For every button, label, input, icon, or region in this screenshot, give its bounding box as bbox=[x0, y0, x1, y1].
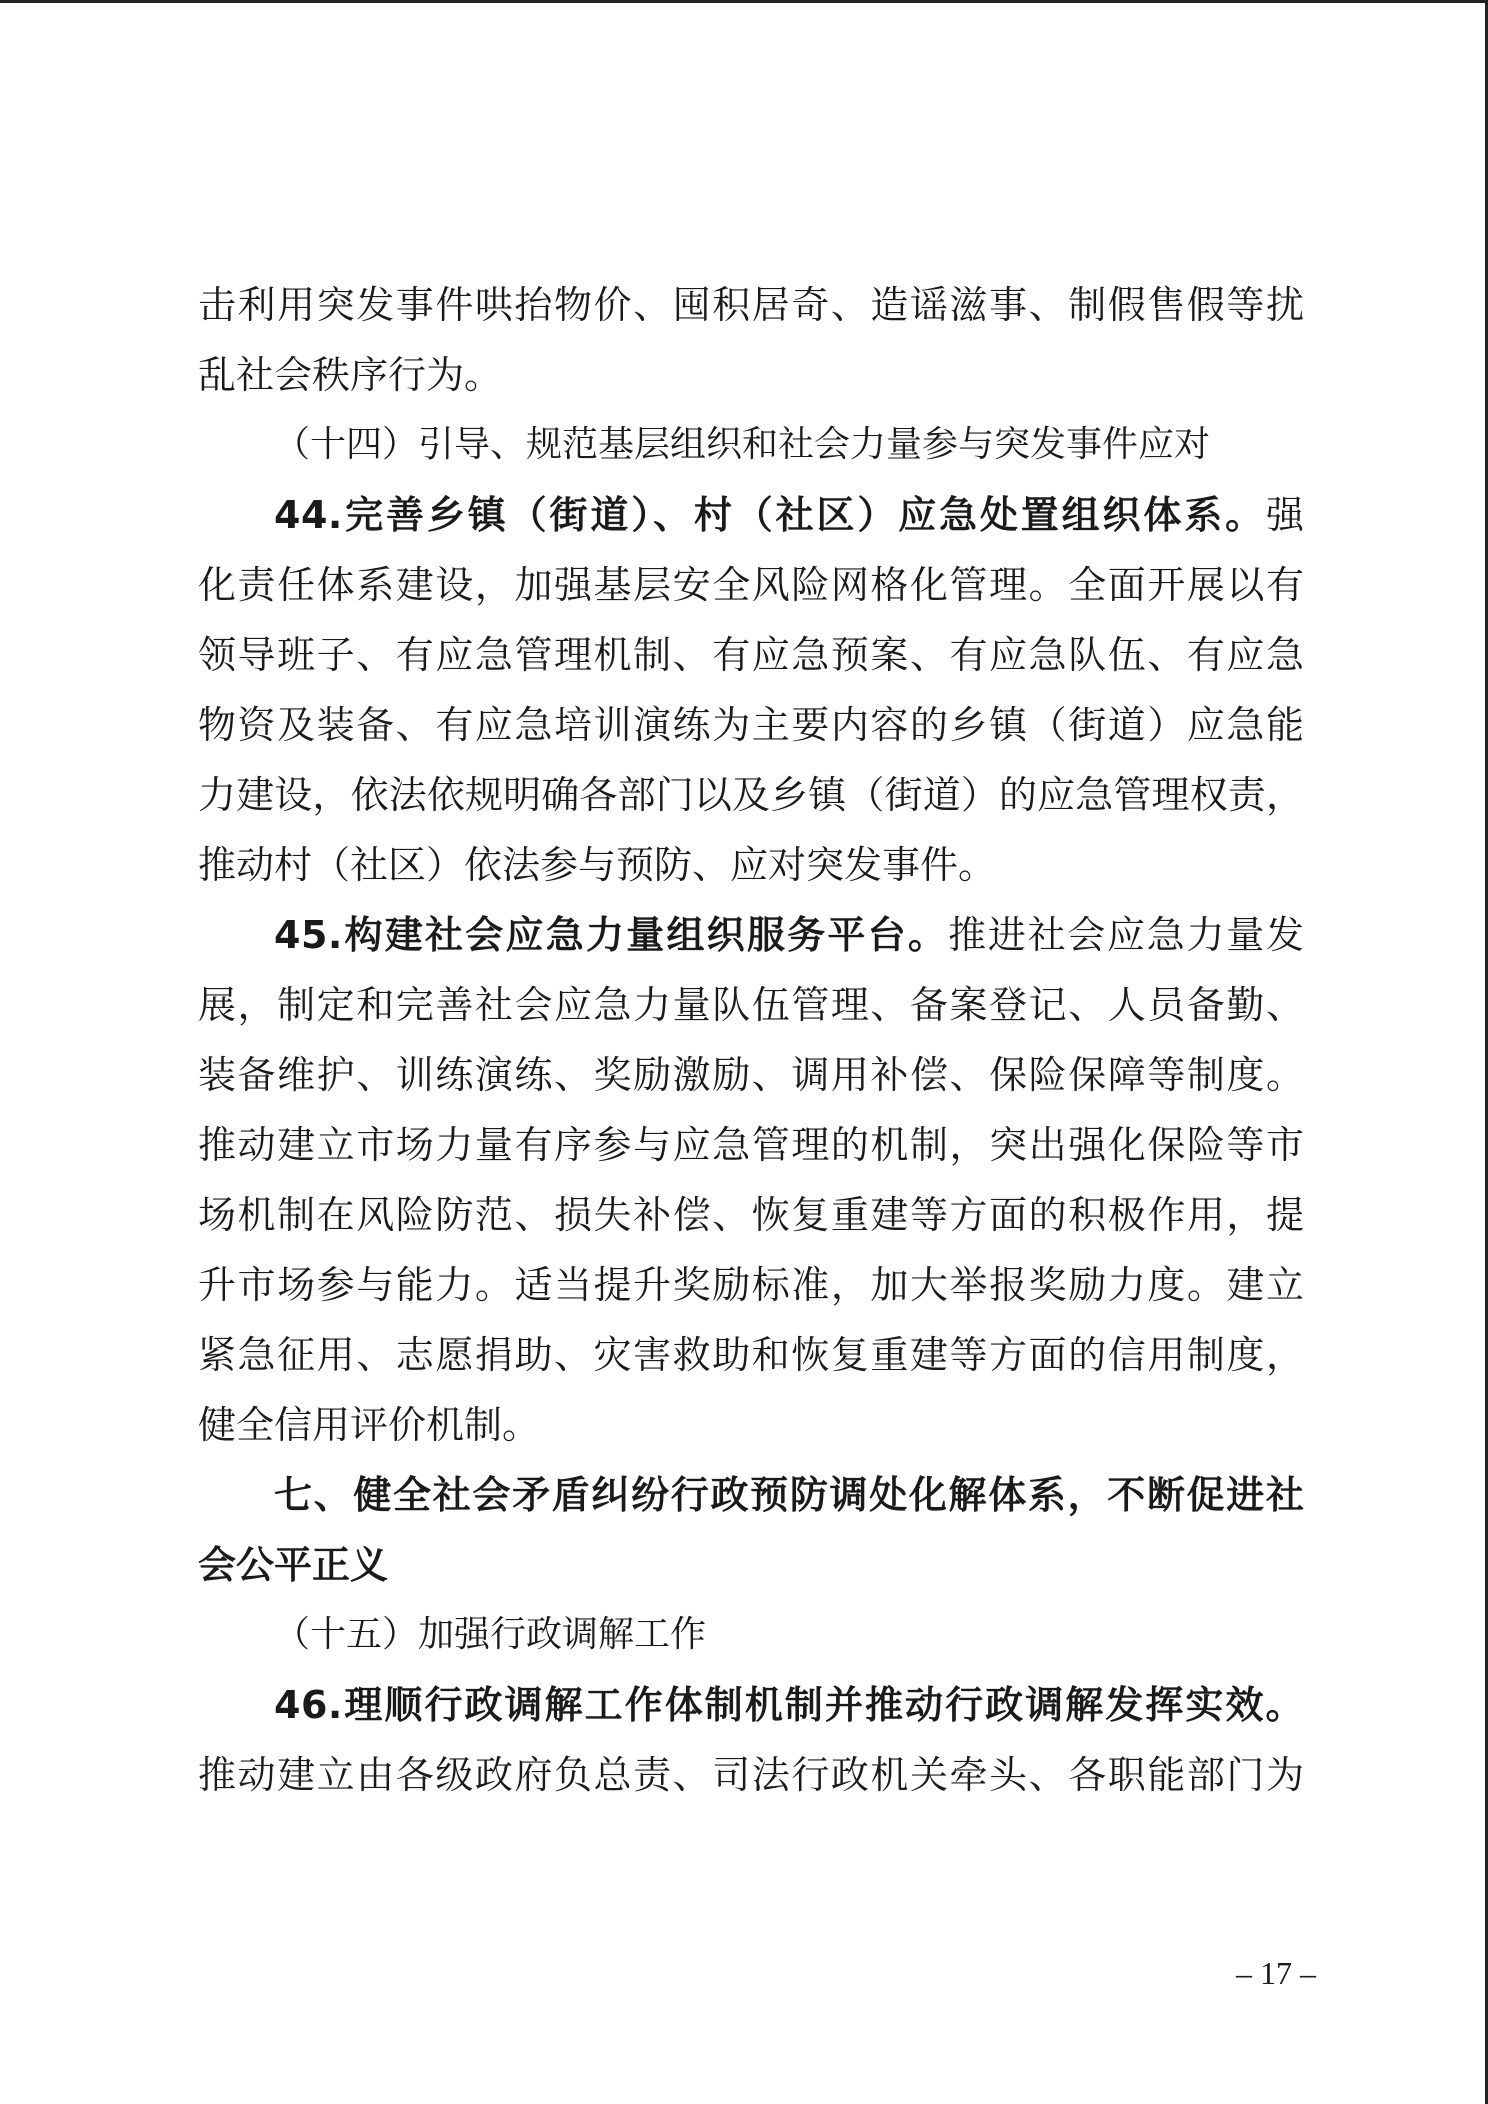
paragraph-line: 装备维护、训练演练、奖励激励、调用补偿、保险保障等制度。 bbox=[198, 1053, 1304, 1097]
paragraph-line: 乱社会秩序行为。 bbox=[198, 353, 503, 397]
paragraph-line: 推动建立由各级政府负总责、司法行政机关牵头、各职能部门为 bbox=[198, 1753, 1304, 1797]
paragraph-line: 推动村（社区）依法参与预防、应对突发事件。 bbox=[198, 843, 997, 887]
page-border-top bbox=[0, 0, 1488, 3]
paragraph-line: 推动建立市场力量有序参与应急管理的机制，突出强化保险等市 bbox=[198, 1123, 1304, 1167]
item-44-heading-line bbox=[198, 480, 1304, 550]
page-number: – 17 – bbox=[1236, 1955, 1316, 1991]
item-46-heading-line bbox=[198, 1670, 1304, 1740]
item-46-title: 46.理顺行政调解工作体制机制并推动行政调解发挥实效。 bbox=[274, 1683, 1304, 1727]
item-45-title: 45.构建社会应急力量组织服务平台。 bbox=[274, 913, 949, 957]
paragraph-line: 展，制定和完善社会应急力量队伍管理、备案登记、人员备勤、 bbox=[198, 983, 1304, 1027]
paragraph-line: 领导班子、有应急管理机制、有应急预案、有应急队伍、有应急 bbox=[198, 633, 1304, 677]
item-44-title: 44.完善乡镇（街道）、村（社区）应急处置组织体系。 bbox=[274, 493, 1266, 537]
paragraph-line: 升市场参与能力。适当提升奖励标准，加大举报奖励力度。建立 bbox=[198, 1263, 1304, 1307]
section-heading: 七、健全社会矛盾纠纷行政预防调处化解体系，不断促进社 bbox=[274, 1473, 1304, 1517]
paragraph-line: 紧急征用、志愿捐助、灾害救助和恢复重建等方面的信用制度， bbox=[198, 1333, 1304, 1377]
section-heading-continued: 会公平正义 bbox=[198, 1543, 389, 1587]
subsection-heading: （十四）引导、规范基层组织和社会力量参与突发事件应对 bbox=[274, 424, 1211, 465]
item-44-text-start: 强 bbox=[1265, 493, 1304, 537]
document-body bbox=[198, 270, 1304, 1810]
item-45-text-start: 推进社会应急力量发 bbox=[948, 913, 1304, 957]
paragraph-line: 场机制在风险防范、损失补偿、恢复重建等方面的积极作用，提 bbox=[198, 1193, 1304, 1237]
paragraph-line: 击利用突发事件哄抬物价、囤积居奇、造谣滋事、制假售假等扰 bbox=[198, 283, 1304, 327]
subsection-heading: （十五）加强行政调解工作 bbox=[274, 1614, 707, 1655]
paragraph-line: 健全信用评价机制。 bbox=[198, 1403, 541, 1447]
paragraph-line: 化责任体系建设，加强基层安全风险网格化管理。全面开展以有 bbox=[198, 563, 1304, 607]
item-45-heading-line bbox=[198, 900, 1304, 970]
paragraph-line: 力建设，依法依规明确各部门以及乡镇（街道）的应急管理权责， bbox=[198, 773, 1304, 817]
paragraph-line: 物资及装备、有应急培训演练为主要内容的乡镇（街道）应急能 bbox=[198, 703, 1304, 747]
